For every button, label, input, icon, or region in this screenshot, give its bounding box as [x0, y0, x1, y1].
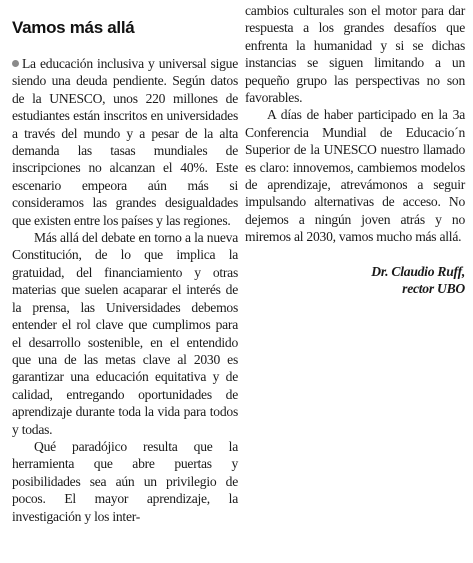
paragraph-continuation: cambios culturales son el motor para dar respuesta a los grandes desafíos que enfrenta la humanidad y si se dichas instancias se siguen limitando a un pequeño grupo las perspectivas no son favorables.	[245, 3, 465, 106]
right-column	[245, 2, 465, 298]
signature-block	[245, 263, 465, 298]
article-headline: Vamos más allá	[12, 18, 135, 37]
paragraph-paradox: Qué paradójico resulta que la herramienta que abre puertas y posibilidades sea aún un privilegio de pocos. El mayor aprendizaje, la investigación y los inter-	[12, 438, 238, 524]
paragraph-intro	[12, 55, 238, 229]
left-column	[12, 55, 238, 525]
author-role: rector UBO	[402, 281, 465, 297]
paragraph-intro-text: La educación inclusiva y universal sigue siendo una deuda pendiente. Según datos de la UNESCO, unos 220 millones de estudiantes están inscritos en universidades a través del mundo y a pesar de la alta demanda las tasas mundiales de inscripciones no alcanzan el 40%. Este escenario empeora aún más si consideramos las grandes desigualdades que existen entre los países y las regiones.	[12, 56, 238, 228]
bullet-icon	[12, 60, 19, 67]
author-name: Dr. Claudio Ruff,	[371, 263, 465, 279]
paragraph-conference: A días de haber participado en la 3a Conferencia Mundial de Educacio´n Superior de la UNESCO nuestro llamado es claro: innovemos, cambiemos modelos de aprendizaje, atrevámonos a seguir impulsando alternativas de acceso. No dejemos a ningún joven atrás y no miremos al 2030, vamos mucho más allá.	[245, 107, 465, 245]
paragraph-debate: Más allá del debate en torno a la nueva Constitución, de lo que implica la gratuidad, del financiamiento y otras materias que suelen acaparar el interés de la prensa, las Universidades debemos entender el rol clave que cumplimos para el desarrollo sostenible, en el entendido que una de las metas clave al 2030 es garantizar una educación equitativa y de calidad, entregando oportunidades de aprendizaje durante toda la vida para todos y todas.	[12, 230, 238, 437]
